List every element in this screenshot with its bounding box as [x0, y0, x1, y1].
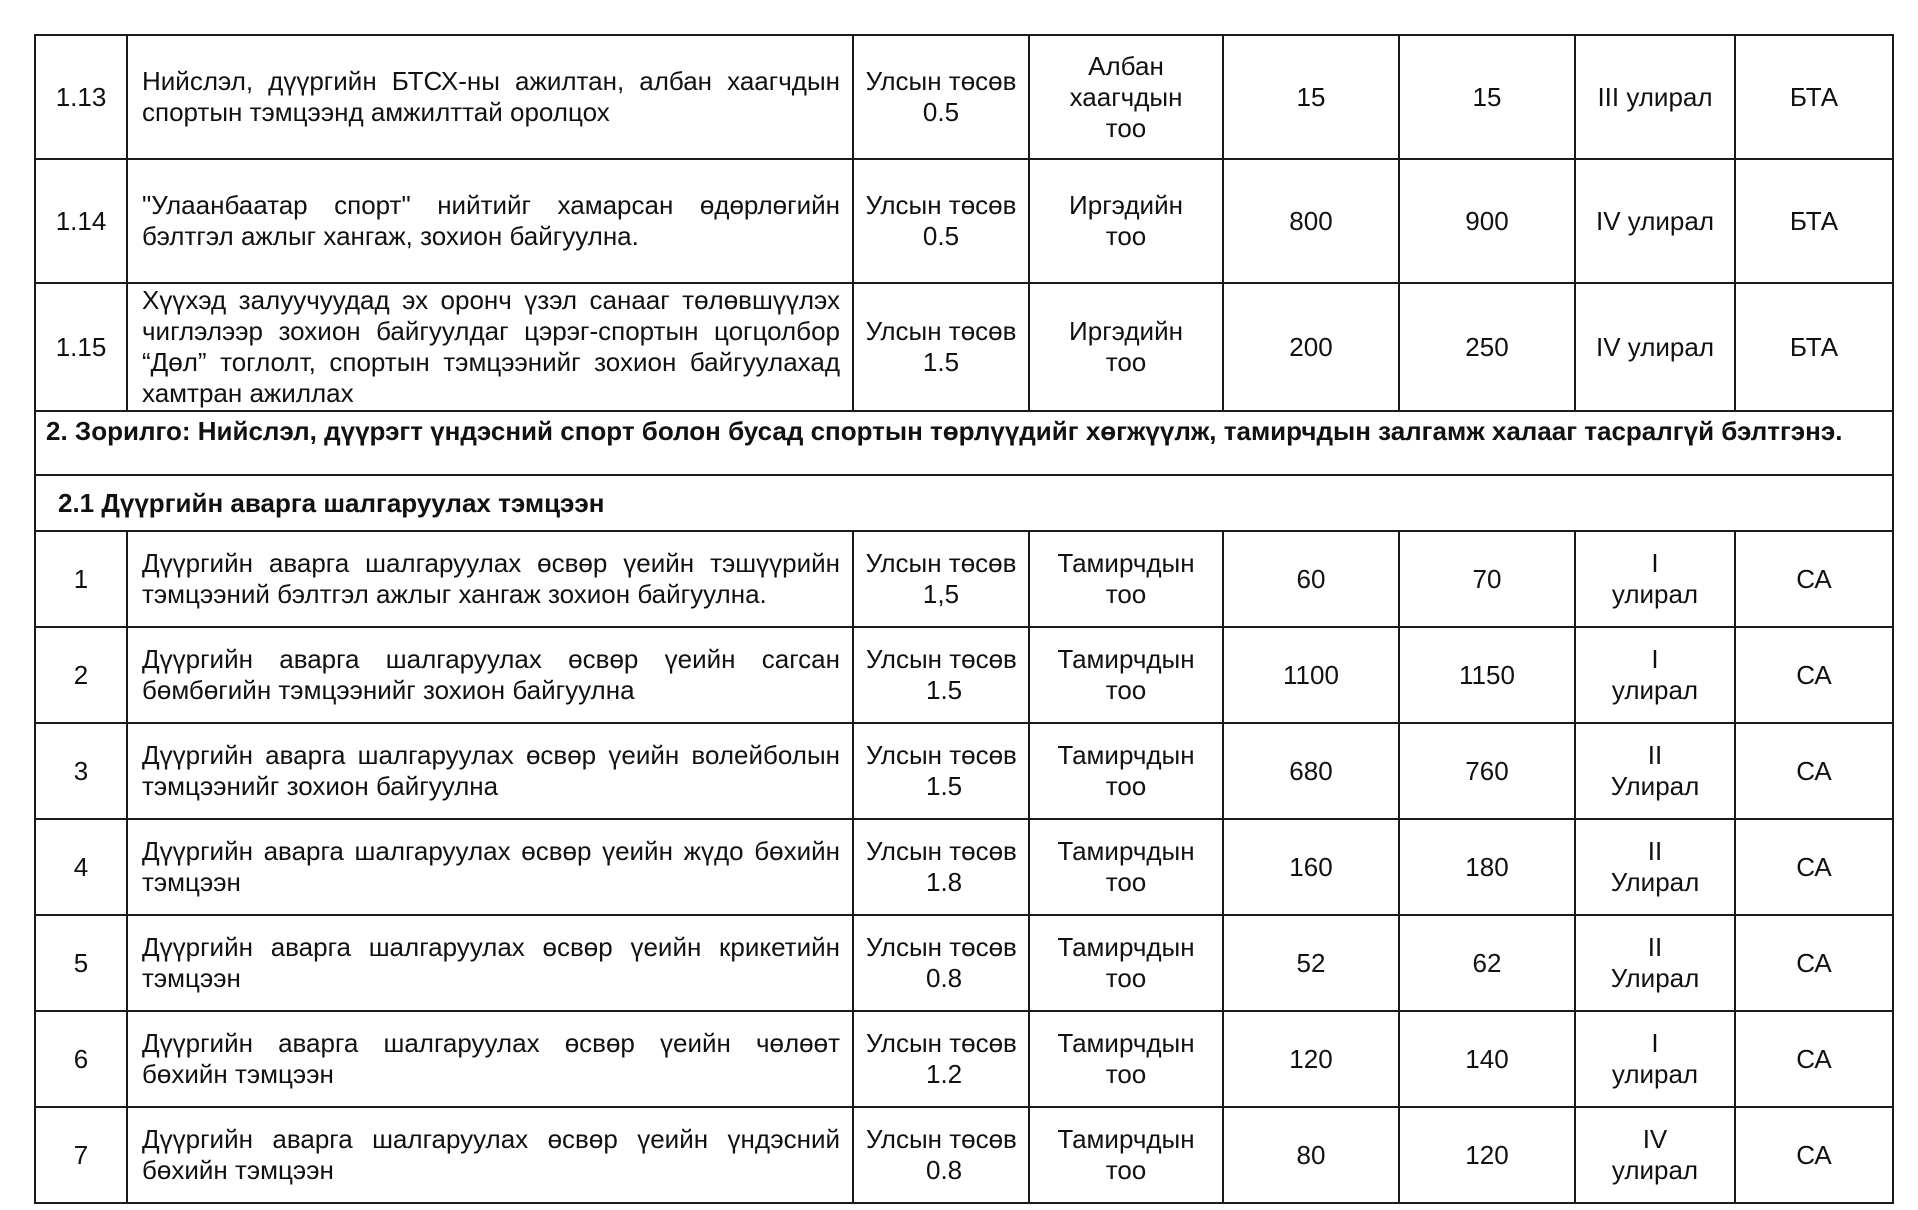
indicator-cell: Тамирчдын тоо [1029, 627, 1223, 723]
budget-value: 0.5 [922, 97, 960, 127]
budget-label: Улсын төсөв [865, 548, 1017, 578]
indicator-cell: Тамирчдын тоо [1029, 1011, 1223, 1107]
period-word: Улирал [1610, 963, 1700, 993]
period-numeral: I [1651, 548, 1659, 578]
period-cell: III улирал [1575, 35, 1735, 159]
responsible-unit: СА [1735, 531, 1893, 627]
budget-label: Улсын төсөв [866, 644, 1017, 674]
baseline-value: 80 [1223, 1107, 1399, 1203]
indicator-cell: Тамирчдын тоо [1029, 1107, 1223, 1203]
indicator-cell: Тамирчдын тоо [1029, 531, 1223, 627]
responsible-unit: БТА [1735, 35, 1893, 159]
budget-label: Улсын төсөв [865, 66, 1017, 96]
row-number: 1.15 [35, 283, 127, 411]
budget-cell [853, 531, 1029, 627]
period-numeral: IV [1642, 1124, 1668, 1154]
activity-description: Дүүргийн аварга шалгаруулах өсвөр үеийн жүдо бөхийн тэмцээн [127, 819, 853, 915]
indicator-cell: Тамирчдын тоо [1029, 723, 1223, 819]
activity-description: Дүүргийн аварга шалгаруулах өсвөр үеийн чөлөөт бөхийн тэмцээн [127, 1011, 853, 1107]
budget-cell [853, 35, 1029, 159]
activity-description: Дүүргийн аварга шалгаруулах өсвөр үеийн сагсан бөмбөгийн тэмцээнийг зохион байгуулна [127, 627, 853, 723]
budget-cell [853, 283, 1029, 411]
target-value: 62 [1399, 915, 1575, 1011]
baseline-value: 120 [1223, 1011, 1399, 1107]
period-cell [1575, 915, 1735, 1011]
baseline-value: 160 [1223, 819, 1399, 915]
row-number: 4 [35, 819, 127, 915]
table-row [35, 531, 1893, 627]
budget-label: Улсын төсөв [865, 316, 1017, 346]
row-number: 1.13 [35, 35, 127, 159]
row-number: 7 [35, 1107, 127, 1203]
period-numeral: I [1651, 1028, 1659, 1058]
period-cell [1575, 531, 1735, 627]
subsection-heading: 2.1 Дүүргийн аварга шалгаруулах тэмцээн [35, 475, 1893, 531]
responsible-unit: СА [1735, 915, 1893, 1011]
budget-cell [853, 627, 1029, 723]
target-value: 900 [1399, 159, 1575, 283]
table-row [35, 283, 1893, 411]
target-value: 70 [1399, 531, 1575, 627]
period-numeral: I [1651, 644, 1659, 674]
responsible-unit: БТА [1735, 159, 1893, 283]
budget-value: 1.5 [922, 347, 960, 377]
budget-value: 0.8 [926, 963, 963, 993]
responsible-unit: СА [1735, 1011, 1893, 1107]
period-word: улирал [1611, 1059, 1699, 1089]
activity-plan-table [34, 34, 1894, 1204]
period-cell: IV улирал [1575, 283, 1735, 411]
target-value: 140 [1399, 1011, 1575, 1107]
responsible-unit: СА [1735, 819, 1893, 915]
table-row [35, 819, 1893, 915]
indicator-cell: Тамирчдын тоо [1029, 915, 1223, 1011]
table-row [35, 723, 1893, 819]
responsible-unit: СА [1735, 627, 1893, 723]
table-row [35, 1011, 1893, 1107]
baseline-value: 52 [1223, 915, 1399, 1011]
baseline-value: 680 [1223, 723, 1399, 819]
period-cell [1575, 627, 1735, 723]
budget-value: 1.5 [926, 771, 963, 801]
baseline-value: 60 [1223, 531, 1399, 627]
responsible-unit: БТА [1735, 283, 1893, 411]
period-word: улирал [1611, 675, 1699, 705]
row-number: 1.14 [35, 159, 127, 283]
activity-description: Дүүргийн аварга шалгаруулах өсвөр үеийн үндэсний бөхийн тэмцээн [127, 1107, 853, 1203]
budget-value: 1.2 [926, 1059, 963, 1089]
activity-description: Хүүхэд залуучуудад эх оронч үзэл санааг төлөвшүүлэх чиглэлээр зохион байгуулдаг цэрэг-спортын цогцолбор “Дөл” тоглолт, спортын тэмцээнийг зохион байгуулахад хамтран ажиллах [127, 283, 853, 411]
indicator-cell: Албан хаагчдын тоо [1029, 35, 1223, 159]
row-number: 1 [35, 531, 127, 627]
activity-description: "Улаанбаатар спорт" нийтийг хамарсан өдөрлөгийн бэлтгэл ажлыг хангаж, зохион байгуулна. [127, 159, 853, 283]
activity-description: Дүүргийн аварга шалгаруулах өсвөр үеийн волейболын тэмцээнийг зохион байгуулна [127, 723, 853, 819]
activity-description: Дүүргийн аварга шалгаруулах өсвөр үеийн крикетийн тэмцээн [127, 915, 853, 1011]
responsible-unit: СА [1735, 723, 1893, 819]
budget-cell [853, 915, 1029, 1011]
budget-label: Улсын төсөв [866, 836, 1017, 866]
table-row [35, 35, 1893, 159]
period-cell: IV улирал [1575, 159, 1735, 283]
target-value: 250 [1399, 283, 1575, 411]
period-numeral: II [1647, 836, 1663, 866]
budget-value: 1.5 [926, 675, 963, 705]
budget-label: Улсын төсөв [865, 190, 1017, 220]
table-row [35, 1107, 1893, 1203]
row-number: 3 [35, 723, 127, 819]
row-number: 5 [35, 915, 127, 1011]
budget-label: Улсын төсөв [866, 740, 1017, 770]
period-numeral: II [1647, 932, 1663, 962]
period-numeral: II [1647, 740, 1663, 770]
budget-value: 0.5 [922, 221, 960, 251]
row-number: 2 [35, 627, 127, 723]
target-value: 180 [1399, 819, 1575, 915]
section-heading: 2. Зорилго: Нийслэл, дүүрэгт үндэсний спорт болон бусад спортын төрлүүдийг хөгжүүлж, тамирчдын залгамж халааг тасралгүй бэлтгэнэ. [35, 411, 1893, 475]
target-value: 760 [1399, 723, 1575, 819]
period-cell [1575, 1107, 1735, 1203]
budget-label: Улсын төсөв [866, 932, 1017, 962]
baseline-value: 200 [1223, 283, 1399, 411]
indicator-cell: Тамирчдын тоо [1029, 819, 1223, 915]
budget-cell [853, 159, 1029, 283]
period-word: улирал [1611, 579, 1699, 609]
table-row [35, 627, 1893, 723]
activity-description: Нийслэл, дүүргийн БТСХ-ны ажилтан, албан хаагчдын спортын тэмцээнд амжилттай оролцох [127, 35, 853, 159]
table-row [35, 915, 1893, 1011]
budget-label: Улсын төсөв [866, 1028, 1017, 1058]
budget-cell [853, 819, 1029, 915]
period-word: улирал [1611, 1155, 1699, 1185]
budget-value: 1,5 [922, 579, 960, 609]
responsible-unit: СА [1735, 1107, 1893, 1203]
section-row [35, 411, 1893, 475]
period-word: Улирал [1610, 867, 1700, 897]
row-number: 6 [35, 1011, 127, 1107]
target-value: 120 [1399, 1107, 1575, 1203]
target-value: 1150 [1399, 627, 1575, 723]
baseline-value: 15 [1223, 35, 1399, 159]
budget-cell [853, 1107, 1029, 1203]
baseline-value: 800 [1223, 159, 1399, 283]
table-body [35, 35, 1893, 1203]
table-row [35, 159, 1893, 283]
subsection-row [35, 475, 1893, 531]
period-word: Улирал [1610, 771, 1700, 801]
budget-cell [853, 723, 1029, 819]
activity-description: Дүүргийн аварга шалгаруулах өсвөр үеийн тэшүүрийн тэмцээний бэлтгэл ажлыг хангаж зохион байгуулна. [127, 531, 853, 627]
period-cell [1575, 723, 1735, 819]
period-cell [1575, 1011, 1735, 1107]
budget-value: 0.8 [926, 1155, 963, 1185]
baseline-value: 1100 [1223, 627, 1399, 723]
budget-label: Улсын төсөв [866, 1124, 1017, 1154]
target-value: 15 [1399, 35, 1575, 159]
indicator-cell: Иргэдийн тоо [1029, 159, 1223, 283]
period-cell [1575, 819, 1735, 915]
budget-value: 1.8 [926, 867, 963, 897]
budget-cell [853, 1011, 1029, 1107]
indicator-cell: Иргэдийн тоо [1029, 283, 1223, 411]
